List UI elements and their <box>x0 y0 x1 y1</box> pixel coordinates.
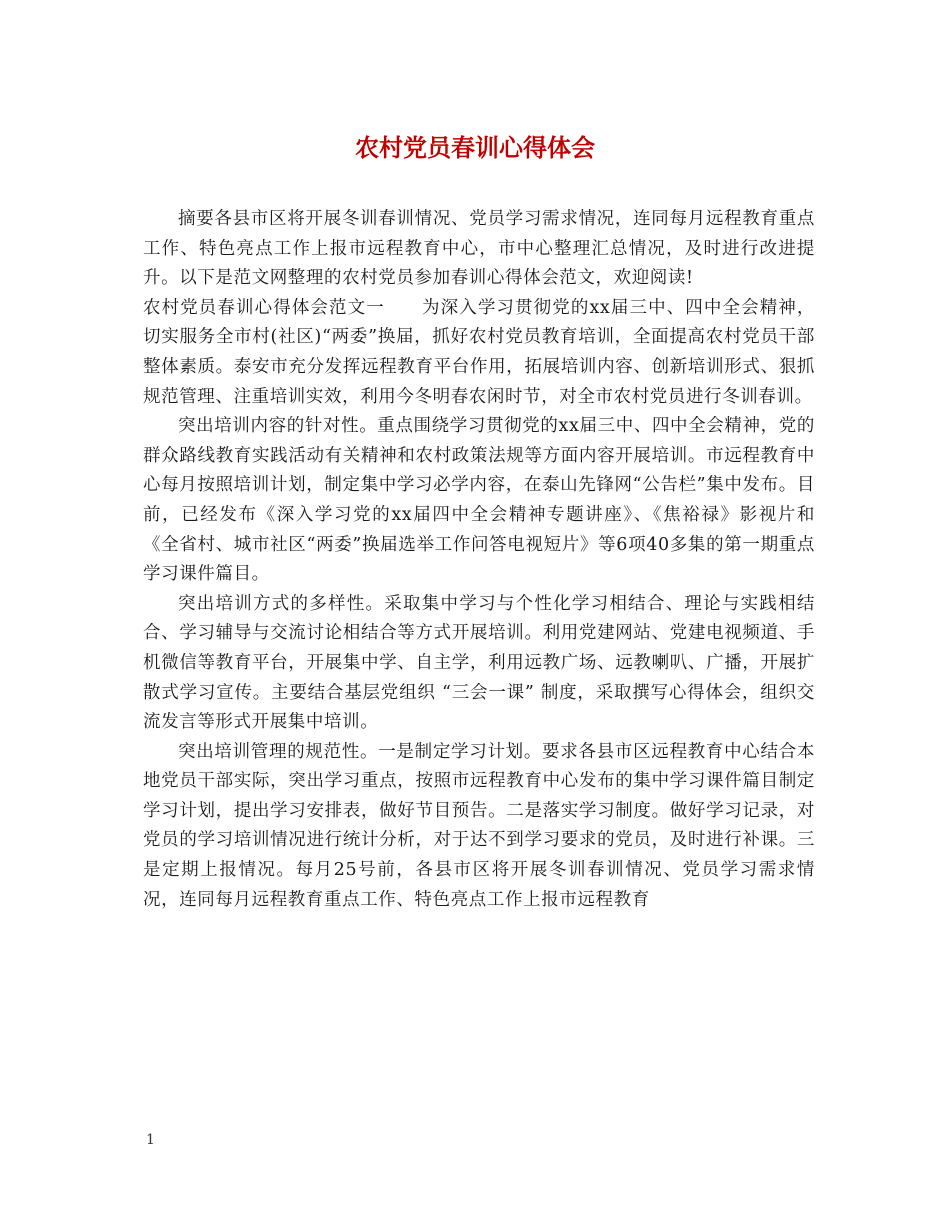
paragraph-training-management: 突出培训管理的规范性。一是制定学习计划。要求各县市区远程教育中心结合本地党员干部实际，突出学习重点，按照市远程教育中心发布的集中学习课件篇目制定学习计划，提出学习安排表，做好节目预告。二是落实学习制度。做好学习记录，对党员的学习培训情况进行统计分析，对于达不到学习要求的党员，及时进行补课。三是定期上报情况。每月25号前，各县市区将开展冬训春训情况、党员学习需求情况，连同每月远程教育重点工作、特色亮点工作上报市远程教育 <box>143 741 815 910</box>
document-title: 农村党员春训心得体会 <box>355 133 595 162</box>
paragraph-training-content: 突出培训内容的针对性。重点围绕学习贯彻党的xx届三中、四中全会精神，党的群众路线教育实践活动有关精神和农村政策法规等方面内容开展培训。市远程教育中心每月按照培训计划，制定集中学习必学内容，在泰山先锋网“公告栏”集中发布。目前，已经发布《深入学习党的xx届四中全会精神专题讲座》、《焦裕禄》影视片和《全省村、城市社区“两委”换届选举工作问答电视短片》等6项40多集的第一期重点学习课件篇目。 <box>143 416 815 585</box>
paragraph-abstract: 摘要各县市区将开展冬训春训情况、党员学习需求情况，连同每月远程教育重点工作、特色亮点工作上报市远程教育中心，市中心整理汇总情况，及时进行改进提升。以下是范文网整理的农村党员参加春训心得体会范文，欢迎阅读! <box>143 209 815 289</box>
paragraph-sample-one-intro: 农村党员春训心得体会范文一 为深入学习贯彻党的xx届三中、四中全会精神，切实服务全市村(社区)“两委”换届，抓好农村党员教育培训，全面提高农村党员干部整体素质。泰安市充分发挥远程教育平台作用，拓展培训内容、创新培训形式、狠抓规范管理、注重培训实效，利用今冬明春农闲时节，对全市农村党员进行冬训春训。 <box>143 297 815 407</box>
page-number: 1 <box>146 1132 155 1148</box>
document-body <box>143 205 815 915</box>
paragraph-training-methods: 突出培训方式的多样性。采取集中学习与个性化学习相结合、理论与实践相结合、学习辅导与交流讨论相结合等方式开展培训。利用党建网站、党建电视频道、手机微信等教育平台，开展集中学、自主学，利用远教广场、远教喇叭、广播，开展扩散式学习宣传。主要结合基层党组织 “三会一课” 制度，采取撰写心得体会，组织交流发言等形式开展集中培训。 <box>143 593 815 733</box>
